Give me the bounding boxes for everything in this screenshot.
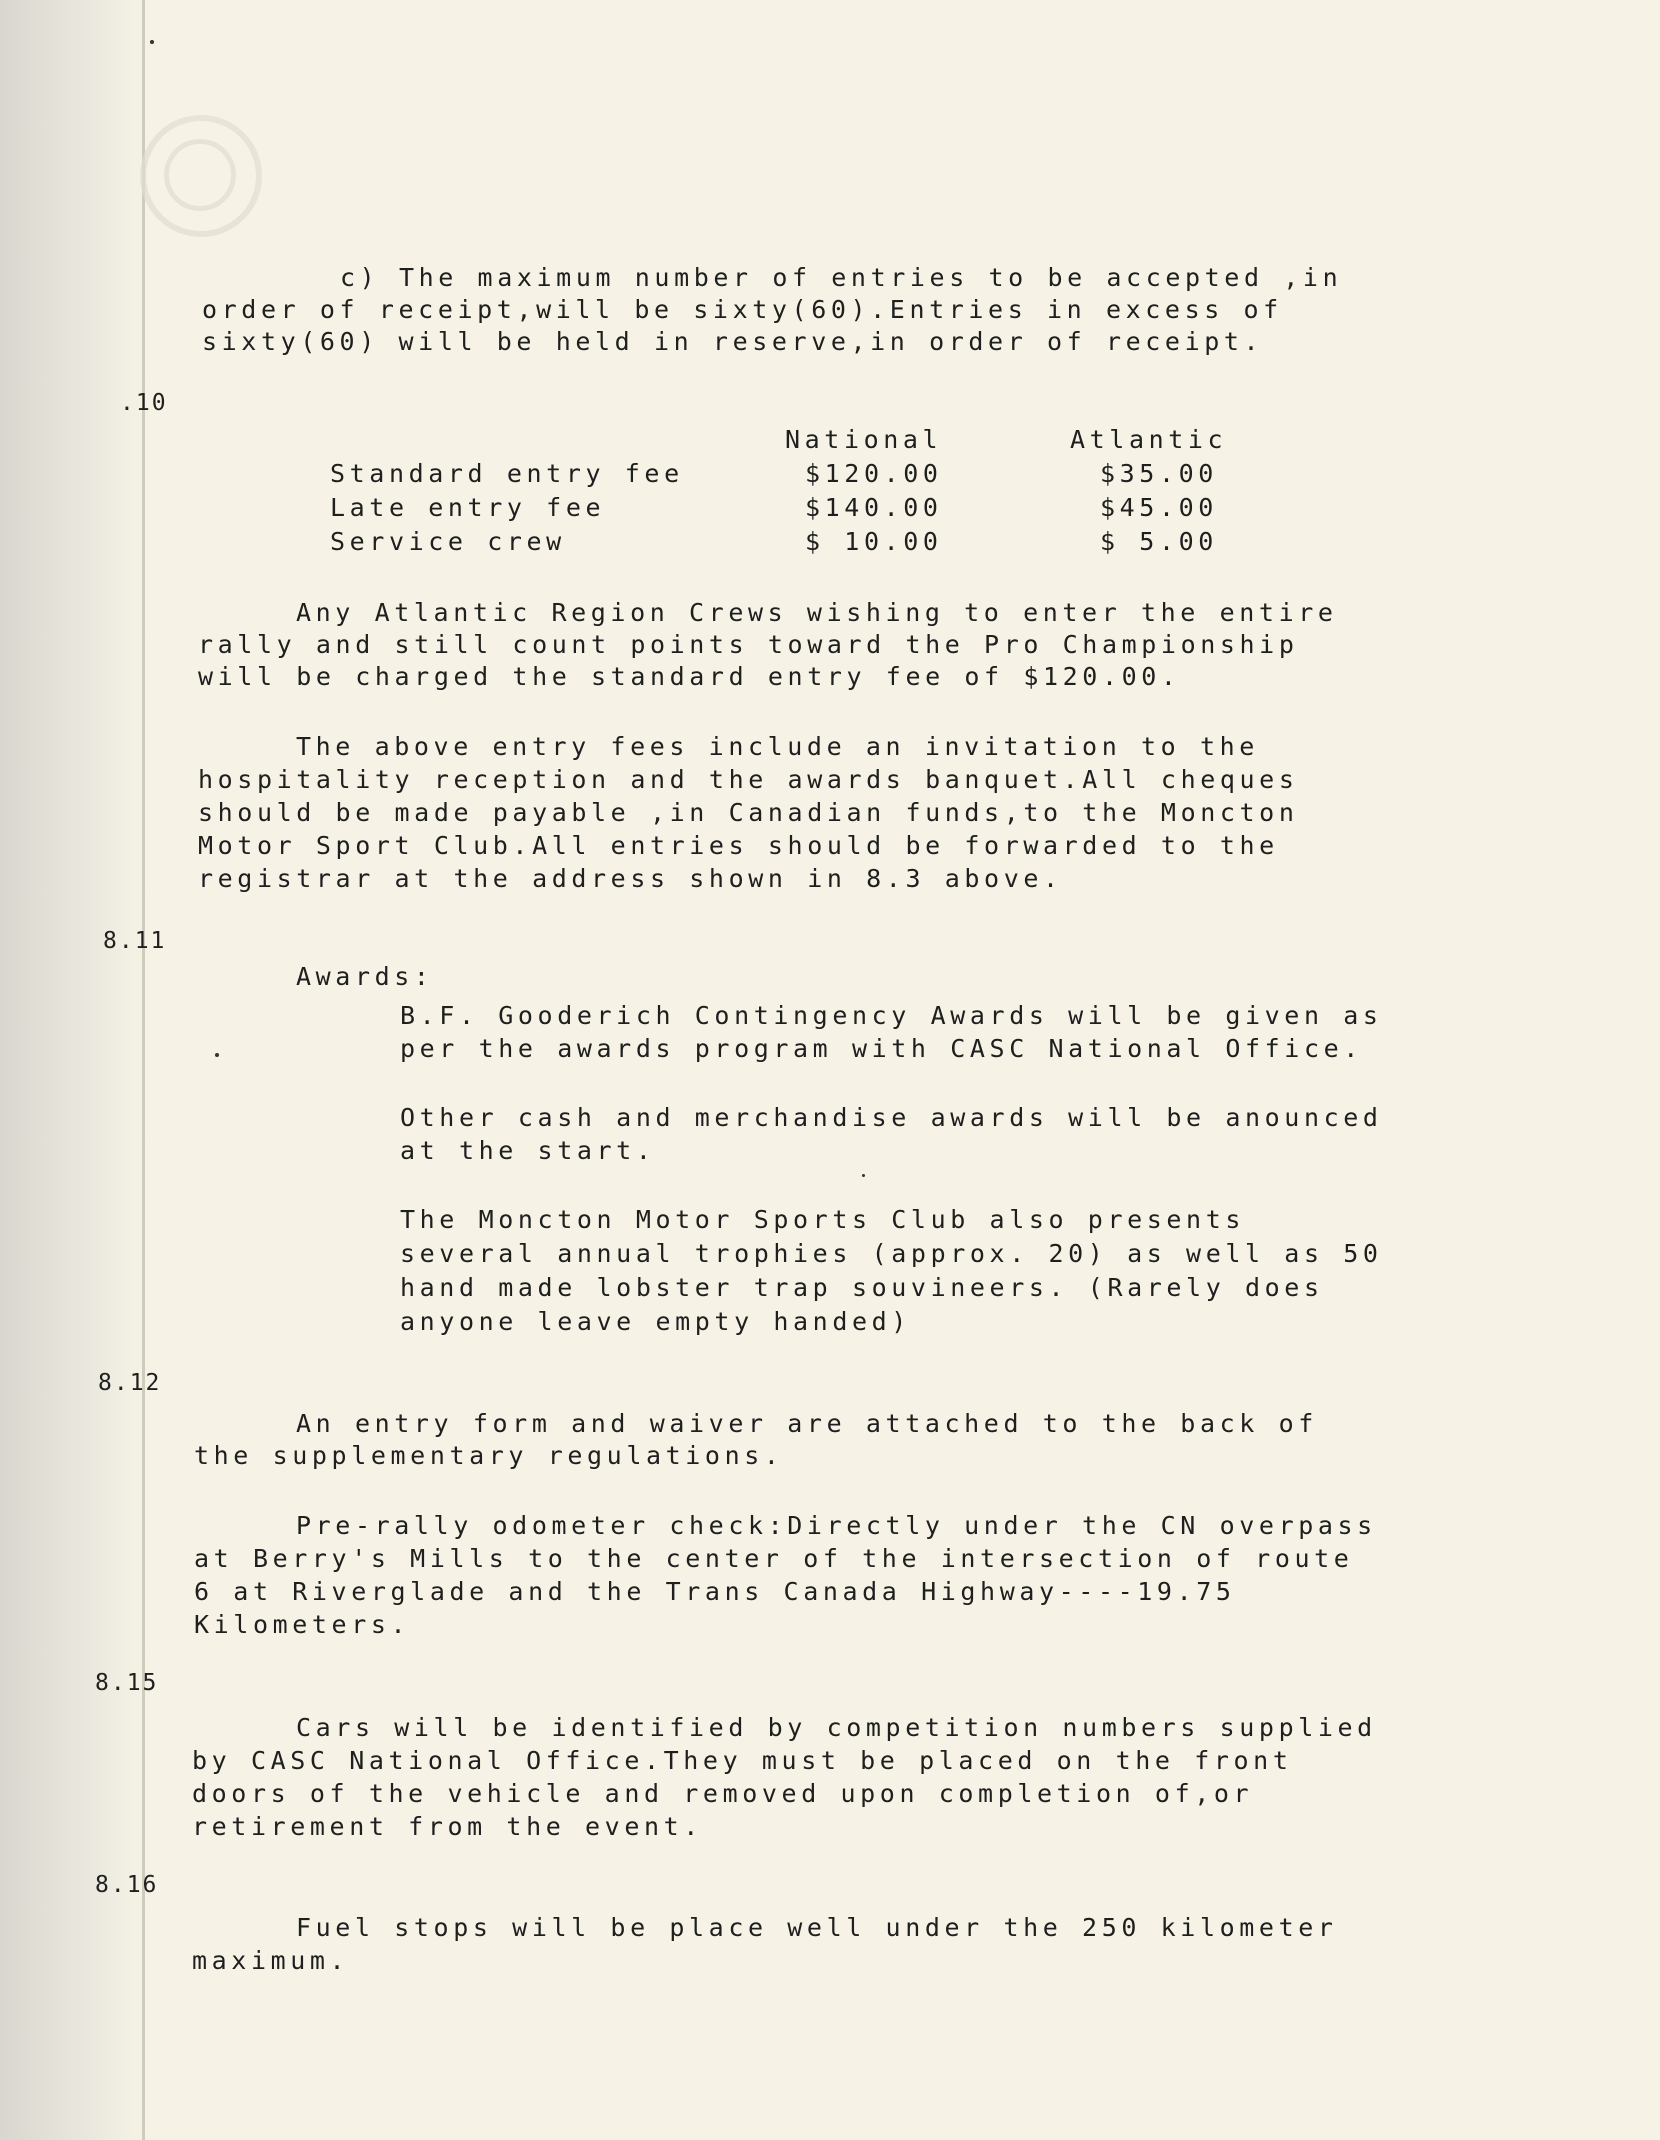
sec-8-15-line-1: Cars will be identified by competition numbers supplied <box>296 1713 1377 1742</box>
sec-8-10-para1-line-2: rally and still count points toward the Pro Championship <box>198 630 1299 659</box>
sec-8-10-para2-line-2: hospitality reception and the awards banquet.All cheques <box>198 765 1299 794</box>
awards-para3-line-3: hand made lobster trap souvineers. (Rarely does <box>400 1273 1324 1302</box>
fee-row-atlantic: $35.00 <box>1100 459 1218 488</box>
sec-8-15-line-4: retirement from the event. <box>192 1812 703 1841</box>
sec-8-10-para2-line-1: The above entry fees include an invitation to the <box>296 732 1259 761</box>
sec-8-9-line-2: order of receipt,will be sixty(60).Entries in excess of <box>202 295 1283 324</box>
sec-8-9-line-1: c) The maximum number of entries to be accepted ,in <box>340 263 1343 292</box>
sec-8-10-para2-line-3: should be made payable ,in Canadian funds,to the Moncton <box>198 798 1299 827</box>
sec-8-12-para1-line-2: the supplementary regulations. <box>194 1441 784 1470</box>
sec-8-9-line-3: sixty(60) will be held in reserve,in order of receipt. <box>202 327 1264 356</box>
fee-header-national: National <box>785 425 943 454</box>
sec-8-10-para1-line-3: will be charged the standard entry fee of $120.00. <box>198 662 1181 691</box>
fee-row-atlantic: $ 5.00 <box>1100 527 1218 556</box>
sec-8-15-line-3: doors of the vehicle and removed upon completion of,or <box>192 1779 1254 1808</box>
fee-header-atlantic: Atlantic <box>1070 425 1228 454</box>
fee-row-national: $ 10.00 <box>805 527 943 556</box>
sec-8-12-para2-line-2: at Berry's Mills to the center of the intersection of route <box>194 1544 1354 1573</box>
awards-para2-line-1: Other cash and merchandise awards will be anounced <box>400 1103 1383 1132</box>
sec-8-16-line-1: Fuel stops will be place well under the 250 kilometer <box>296 1913 1338 1942</box>
section-number-8-16: 8.16 <box>95 1872 159 1898</box>
bleed-through-heading <box>490 125 506 179</box>
section-number-8-12: 8.12 <box>98 1370 162 1396</box>
fee-row-atlantic: $45.00 <box>1100 493 1218 522</box>
fee-row-label: Late entry fee <box>330 493 606 522</box>
awards-para2-line-2: at the start. <box>400 1136 656 1165</box>
section-number-8-11: 8.11 <box>103 928 167 954</box>
fee-row-national: $140.00 <box>805 493 943 522</box>
sec-8-10-para2-line-5: registrar at the address shown in 8.3 above. <box>198 864 1063 893</box>
sec-8-12-para2-line-3: 6 at Riverglade and the Trans Canada Highway----19.75 <box>194 1577 1236 1606</box>
bleed-through-seal <box>140 115 262 237</box>
awards-para1-line-2: per the awards program with CASC National Office. <box>400 1034 1363 1063</box>
sec-8-12-para1-line-1: An entry form and waiver are attached to the back of <box>296 1409 1318 1438</box>
awards-para1-line-1: B.F. Gooderich Contingency Awards will be given as <box>400 1001 1383 1030</box>
awards-para3-line-2: several annual trophies (approx. 20) as well as 50 <box>400 1239 1383 1268</box>
scan-speck <box>862 1174 865 1177</box>
scan-speck <box>215 1053 219 1057</box>
fee-row-label: Standard entry fee <box>330 459 684 488</box>
awards-heading: Awards: <box>296 962 434 991</box>
awards-para3-line-1: The Moncton Motor Sports Club also presents <box>400 1205 1246 1234</box>
sec-8-10-para1-line-1: Any Atlantic Region Crews wishing to enter the entire <box>296 598 1338 627</box>
binding-edge <box>142 0 145 2140</box>
sec-8-15-line-2: by CASC National Office.They must be placed on the front <box>192 1746 1293 1775</box>
awards-para3-line-4: anyone leave empty handed) <box>400 1307 911 1336</box>
sec-8-16-line-2: maximum. <box>192 1946 350 1975</box>
section-number-8-15: 8.15 <box>95 1670 159 1696</box>
fee-row-national: $120.00 <box>805 459 943 488</box>
sec-8-12-para2-line-1: Pre-rally odometer check:Directly under the CN overpass <box>296 1511 1377 1540</box>
sec-8-12-para2-line-4: Kilometers. <box>194 1610 411 1639</box>
scan-speck <box>150 40 154 44</box>
sec-8-10-para2-line-4: Motor Sport Club.All entries should be forwarded to the <box>198 831 1279 860</box>
section-number-8-10: .10 <box>120 390 168 416</box>
fee-row-label: Service crew <box>330 527 566 556</box>
page-binding-shadow <box>0 0 150 2140</box>
